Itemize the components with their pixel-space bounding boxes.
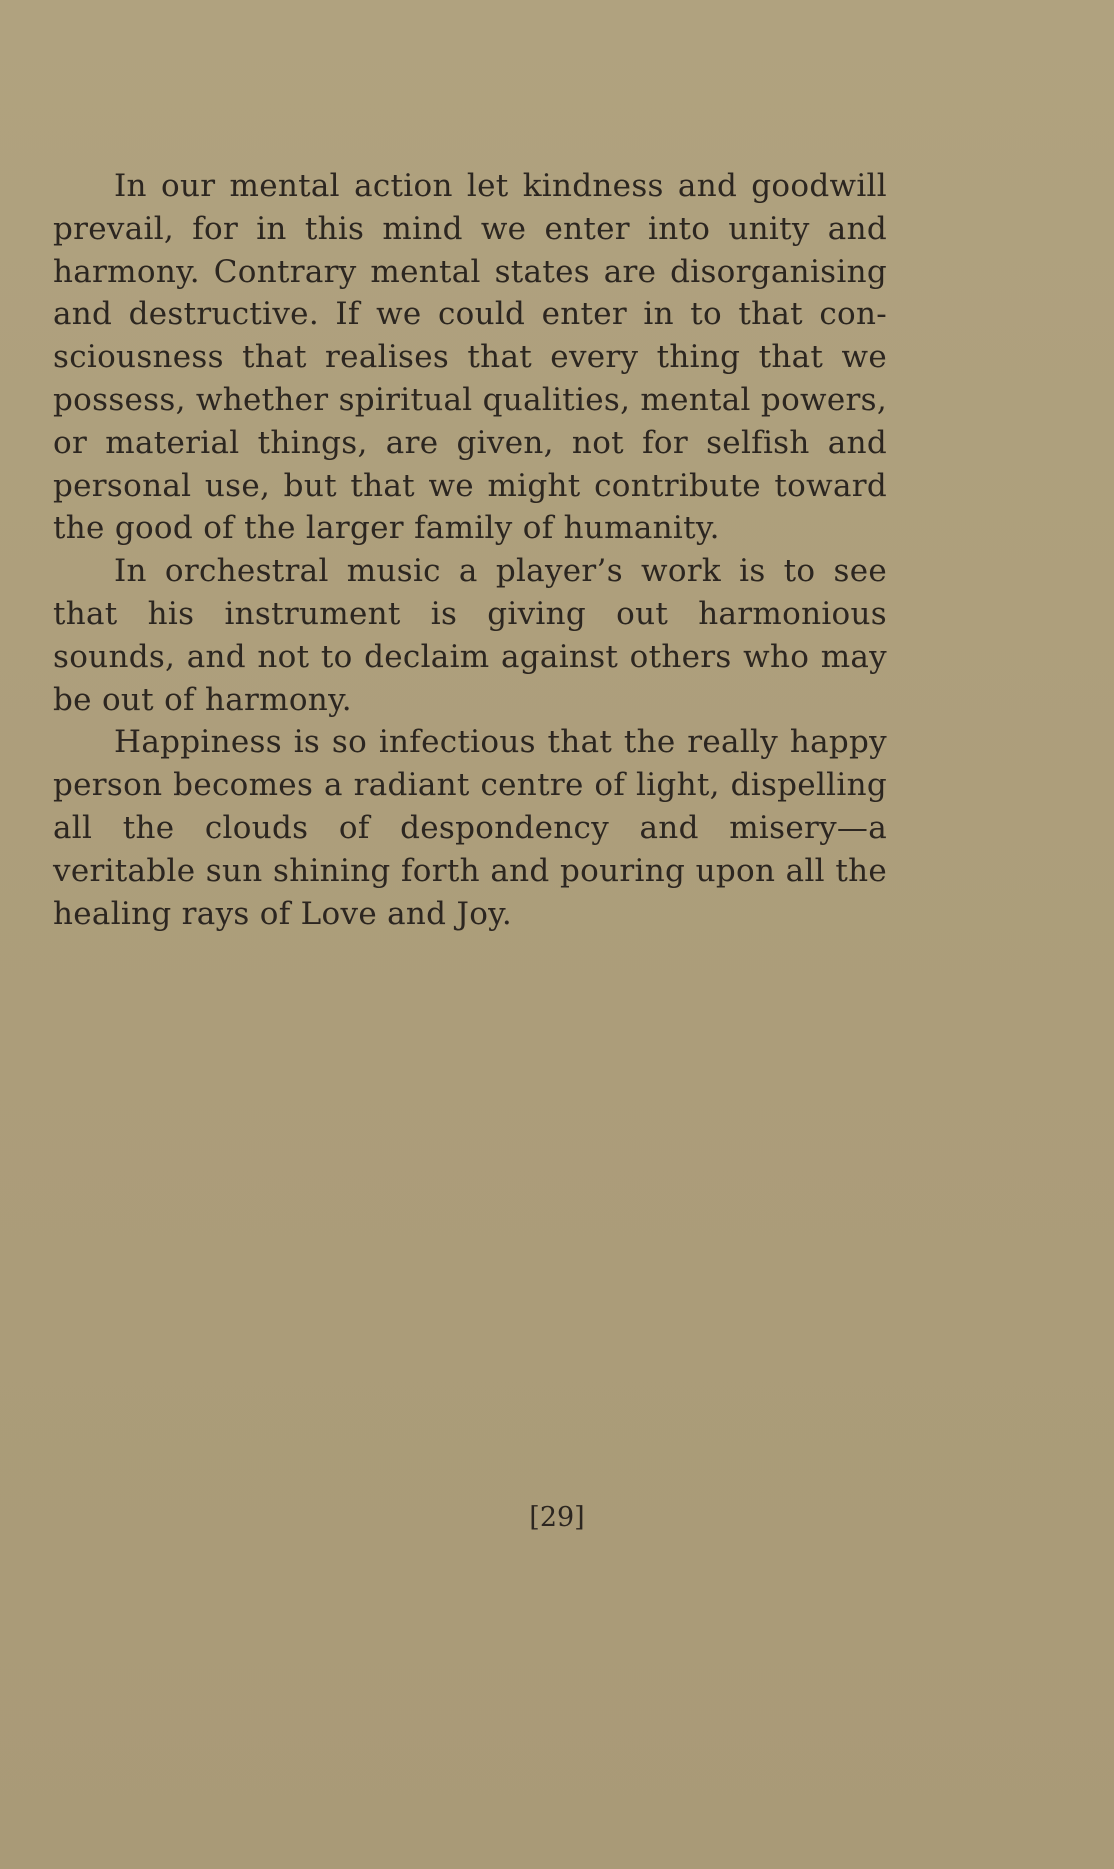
paragraph-orchestral: In orchestral music a player’s work is to see that his instrument is giving out harmonious sounds, and not to declaim against others who may be out of harmony. [53,553,887,718]
paragraph-happiness: Happiness is so infectious that the really happy person becomes a radiant centre of light, dispelling all the clouds of despondency and misery—a veritable sun shining forth and pouring upon all the healing rays of Love and Joy. [53,724,887,932]
paragraph-kindness: In our mental action let kindness and goodwill prevail, for in this mind we enter into unity and harmony. Contrary mental states are disorganising and destructive. If we could enter in to that con-sciousness that realises that every thing that we possess, whether spiritual qualities, mental powers, or material things, are given, not for selfish and personal use, but that we might contribute toward the good of the larger family of humanity. [53,168,887,547]
page-number: [29] [529,1502,585,1533]
body-text [53,165,887,935]
